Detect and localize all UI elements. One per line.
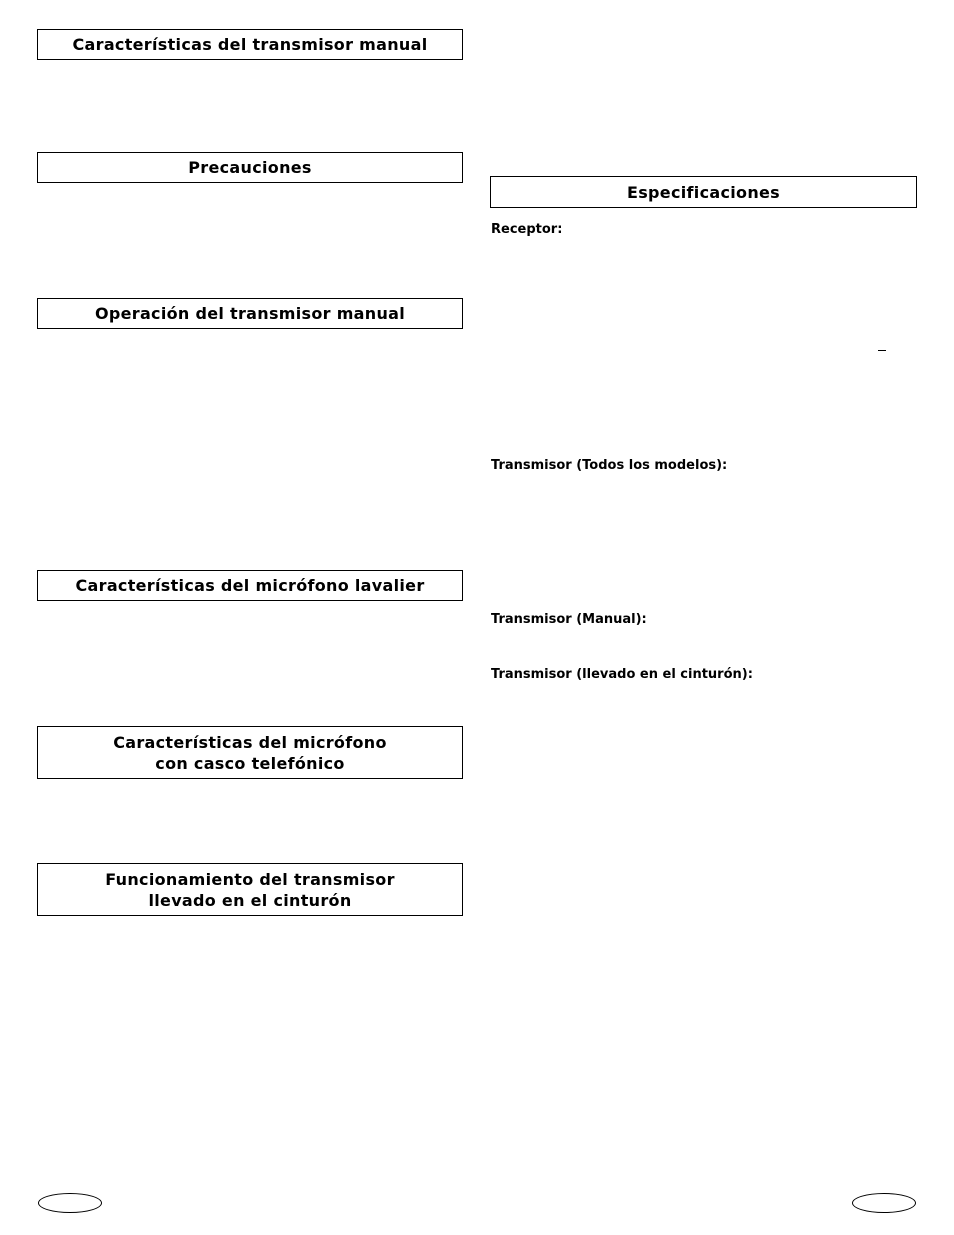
page-number-oval-left (38, 1193, 102, 1213)
section-header-lavalier-features (37, 570, 463, 601)
section-title-line2: con casco telefónico (155, 753, 345, 773)
spec-label-transmitter-belt: Transmisor (llevado en el cinturón): (491, 667, 753, 682)
spec-label-transmitter-handheld: Transmisor (Manual): (491, 612, 647, 627)
page-number-oval-right (852, 1193, 916, 1213)
section-header-precautions (37, 152, 463, 183)
section-header-belt-transmitter-operation (37, 863, 463, 916)
spec-label-receiver: Receptor: (491, 222, 563, 237)
section-header-specifications (490, 176, 917, 208)
spec-label-transmitter-all: Transmisor (Todos los modelos): (491, 458, 728, 473)
dash-mark (878, 350, 886, 351)
section-title: Características del transmisor manual (72, 35, 428, 54)
section-title-line1: Características del micrófono (113, 732, 387, 752)
section-header-headset-features (37, 726, 463, 779)
section-header-handheld-operation (37, 298, 463, 329)
section-title: Precauciones (188, 158, 312, 177)
section-title: Características del micrófono lavalier (75, 576, 425, 595)
section-title: Operación del transmisor manual (94, 304, 406, 323)
section-title-line2: llevado en el cinturón (148, 890, 352, 910)
section-title: Especificaciones (627, 182, 780, 202)
section-header-handheld-features (37, 29, 463, 60)
section-title-line1: Funcionamiento del transmisor (105, 869, 395, 889)
